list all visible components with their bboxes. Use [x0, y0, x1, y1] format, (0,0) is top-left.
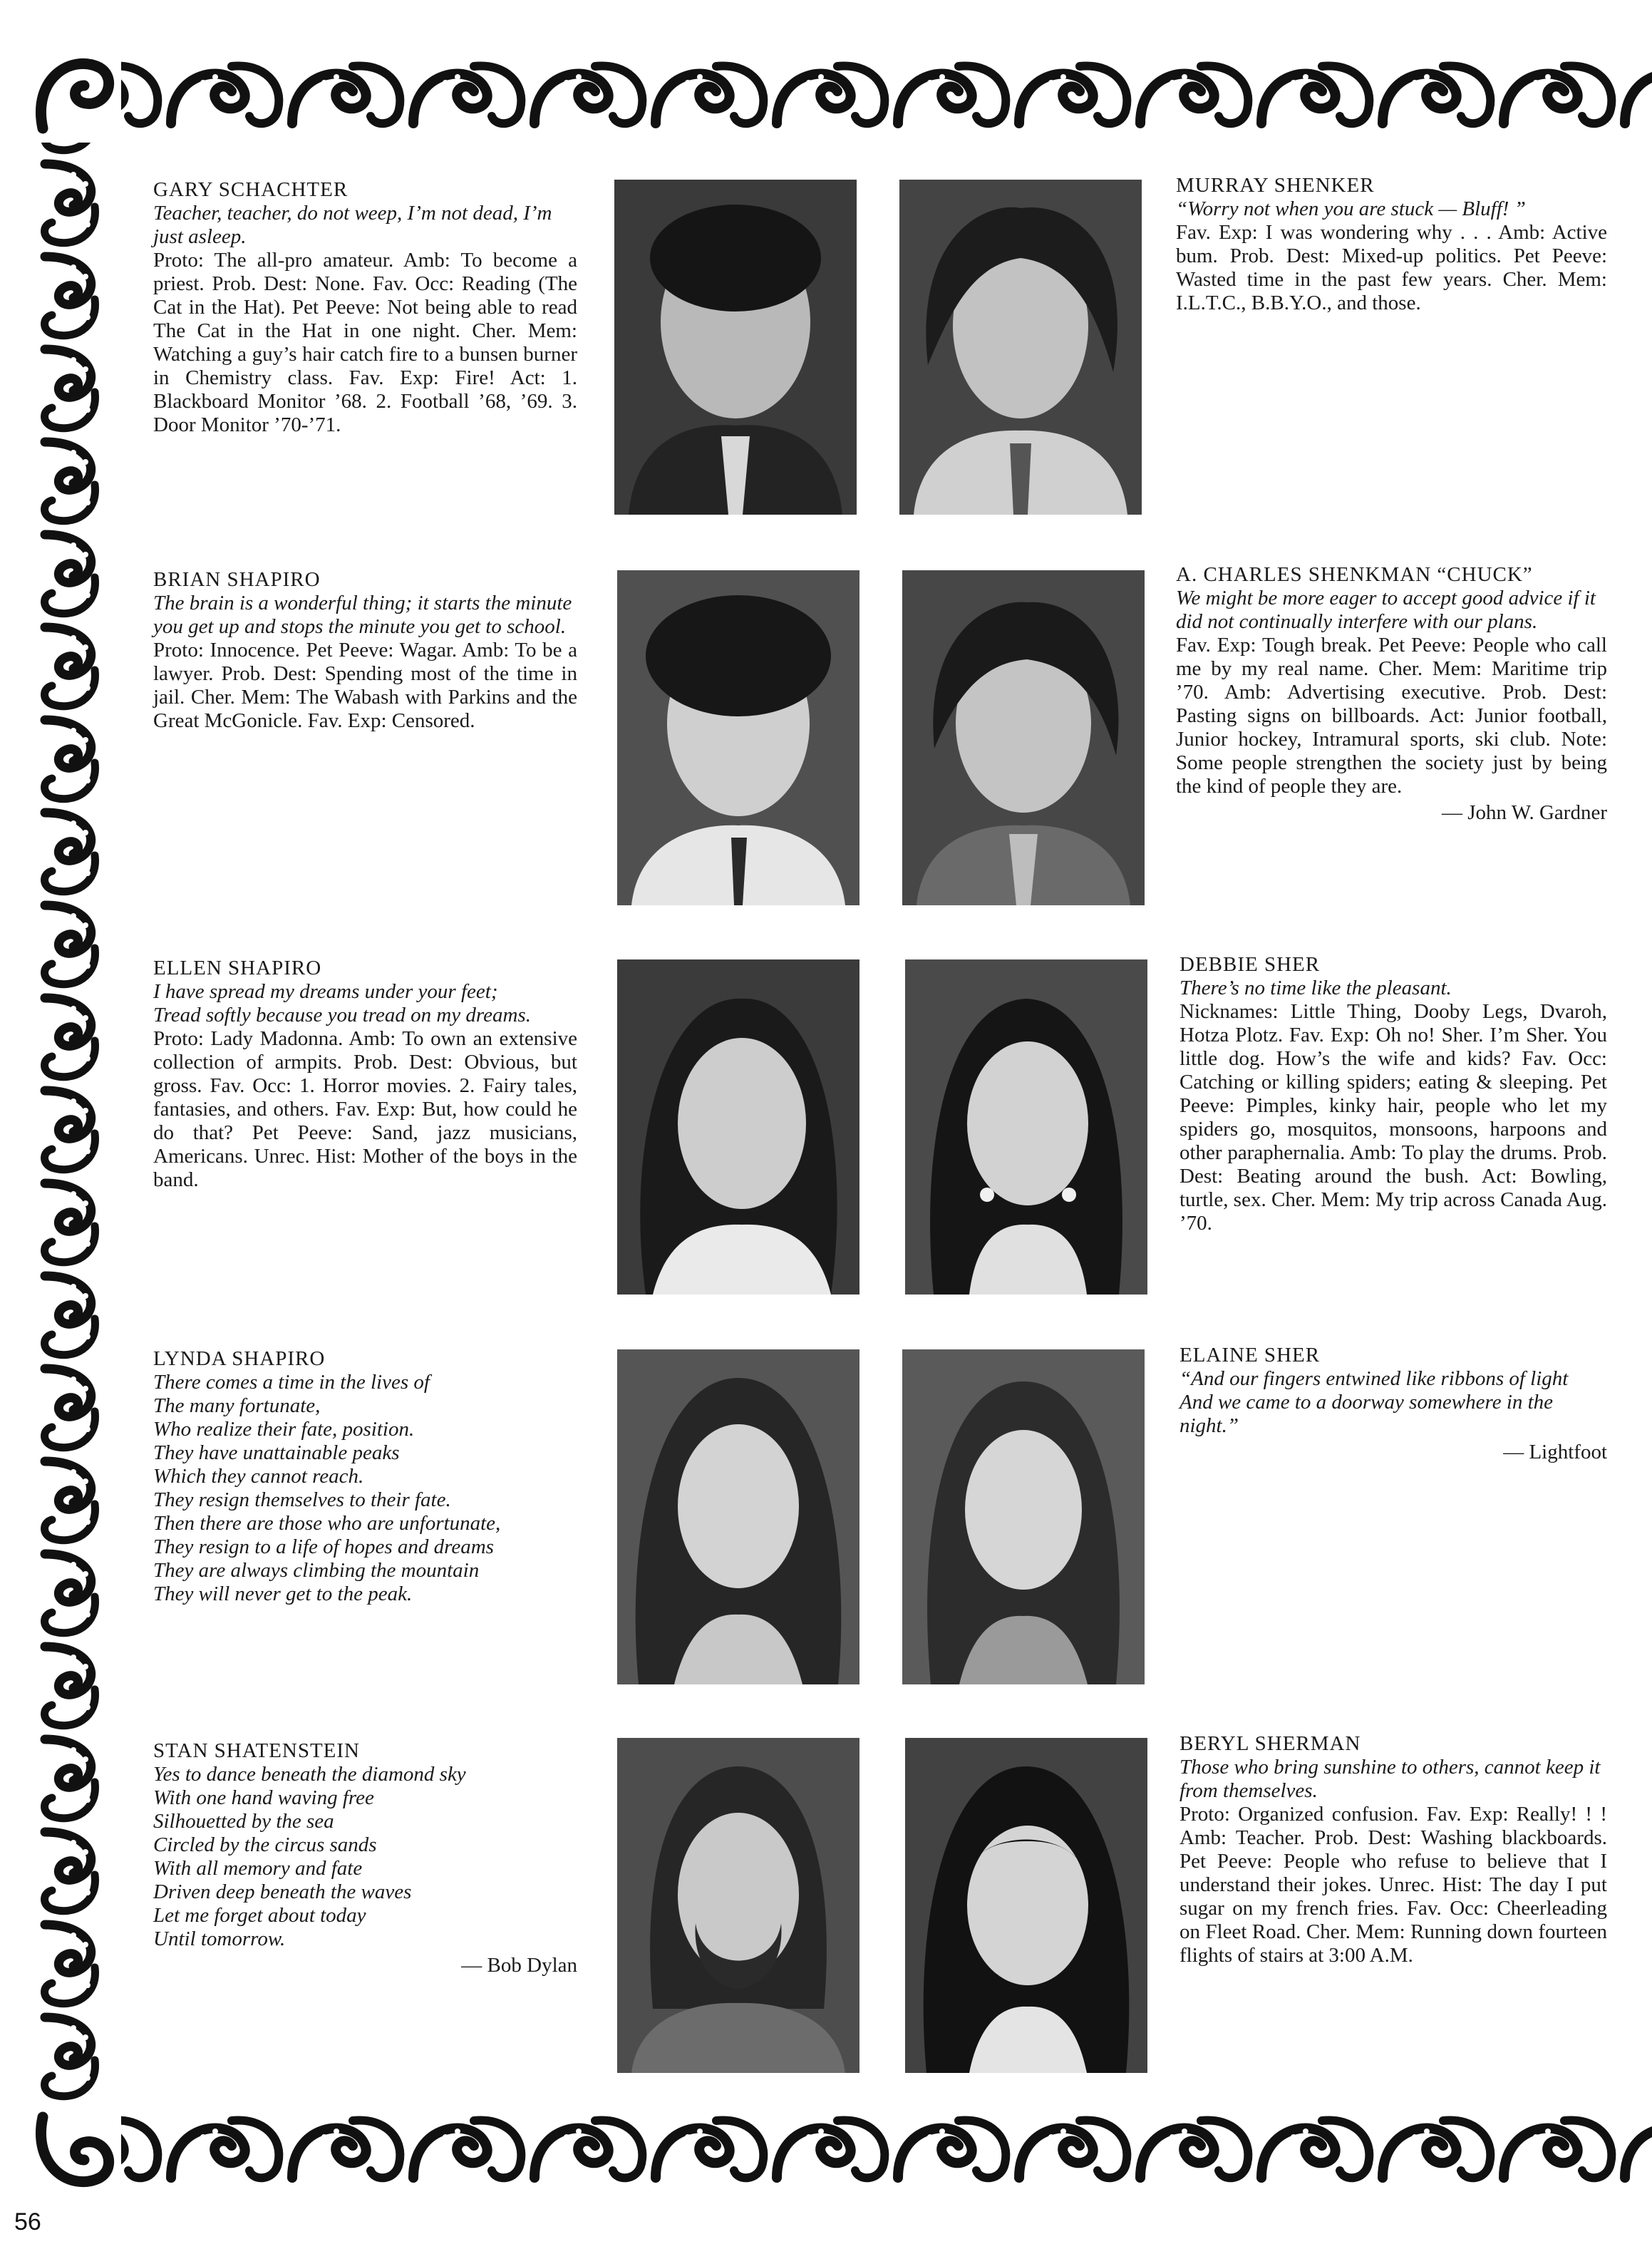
entry-brian-shapiro [153, 568, 577, 733]
student-name: LYNDA SHAPIRO [153, 1347, 326, 1370]
entry-a-charles-shenkman [1176, 563, 1607, 825]
student-name: ELLEN SHAPIRO [153, 957, 322, 979]
quote-attribution: — John W. Gardner [1442, 801, 1607, 824]
student-name: DEBBIE SHER [1179, 953, 1321, 976]
entry-debbie-sher [1179, 953, 1607, 1235]
entry-gary-schachter [153, 178, 577, 437]
ornamental-border-bottom [43, 2110, 1652, 2188]
portrait-debbie-sher [905, 959, 1147, 1295]
portrait-stan-shatenstein [617, 1738, 859, 2073]
student-quote: There comes a time in the lives of The many fortunate, Who realize their fate, position. They have unattainable peaks Which they cannot reach. They resign themselves to their fate. Then there are those who are unfortunate, They resign to a life of hopes and dreams They are always climbing the mountain They will never get to the peak. [153, 1371, 501, 1605]
student-quote: Those who bring sunshine to others, cannot keep it from themselves. [1179, 1756, 1601, 1802]
student-bio: Proto: Innocence. Pet Peeve: Wagar. Amb: To be a lawyer. Prob. Dest: Spending most of the time in jail. Cher. Mem: The Wabash with Parkins and the Great McGonicle. Fav. Exp: Censored. [153, 639, 577, 732]
student-bio: Proto: Lady Madonna. Amb: To own an extensive collection of armpits. Prob. Dest: Obvious, but gross. Fav. Occ: 1. Horror movies. 2. Fairy tales, fantasies, and others. Fav. Exp: But, how could he do that? Pet Peeve: Sand, jazz musicians, Americans. Unrec. Hist: Mother of the boys in the band. [153, 1027, 577, 1191]
entry-elaine-sher [1179, 1344, 1607, 1464]
portrait-beryl-sherman [905, 1738, 1147, 2073]
student-name: A. CHARLES SHENKMAN “CHUCK” [1176, 563, 1533, 586]
portrait-gary-schachter [614, 180, 857, 515]
student-quote: I have spread my dreams under your feet; Tread softly because you tread on my dreams. [153, 980, 531, 1026]
quote-attribution: — Bob Dylan [461, 1954, 577, 1977]
portrait-a-charles-shenkman [902, 570, 1145, 905]
student-quote: Yes to dance beneath the diamond sky With one hand waving free Silhouetted by the sea Circled by the circus sands With all memory and fate Driven deep beneath the waves Let me forget about today Until tomorrow. [153, 1763, 466, 1950]
ornamental-border-left [34, 64, 109, 2188]
entry-beryl-sherman [1179, 1732, 1607, 1967]
student-name: ELAINE SHER [1179, 1344, 1321, 1367]
student-name: STAN SHATENSTEIN [153, 1739, 360, 1762]
entry-murray-shenker [1176, 174, 1607, 315]
student-quote: We might be more eager to accept good advice if it did not continually interfere with our plans. [1176, 587, 1596, 633]
student-bio: Proto: The all-pro amateur. Amb: To become a priest. Prob. Dest: None. Fav. Occ: Reading (The Cat in the Hat). Pet Peeve: Not being able to read The Cat in the Hat in one night. Cher. Mem: Watching a guy’s hair catch fire to a bunsen burner in Chemistry class. Fav. Exp: Fire! Act: 1. Blackboard Monitor ’68. 2. Football ’68, ’69. 3. Door Monitor ’70-’71. [153, 249, 577, 436]
portrait-murray-shenker [899, 180, 1142, 515]
student-name: BERYL SHERMAN [1179, 1732, 1361, 1755]
student-bio: Proto: Organized confusion. Fav. Exp: Really! ! ! Amb: Teacher. Prob. Dest: Washing blackboards. Pet Peeve: People who refuse to believe that I understand their jokes. Unrec. Hist: The day I put sugar on my french fries. Fav. Occ: Cheerleading on Fleet Road. Cher. Mem: Running down fourteen flights of stairs at 3:00 A.M. [1179, 1803, 1607, 1967]
ornamental-border-top [43, 56, 1652, 134]
student-name: MURRAY SHENKER [1176, 174, 1375, 197]
student-bio: Fav. Exp: I was wondering why . . . Amb: Active bum. Prob. Dest: Mixed-up politics. Pet Peeve: Wasted time in the past few years. Cher. Mem: I.L.T.C., B.B.Y.O., and those. [1176, 221, 1607, 314]
student-bio: Fav. Exp: Tough break. Pet Peeve: People who call me by my real name. Cher. Mem: Maritime trip ’70. Amb: Advertising executive. Prob. Dest: Pasting signs on billboards. Act: Junior football, Junior hockey, Intramural sports, ski club. Note: Some people strengthen the society just by being the kind of people they are. [1176, 634, 1607, 798]
ornament-corner-bottom [29, 2103, 121, 2196]
ornament-corner-top [29, 50, 121, 143]
student-quote: Teacher, teacher, do not weep, I’m not dead, I’m just asleep. [153, 202, 552, 248]
page-number: 56 [14, 2208, 41, 2235]
student-name: BRIAN SHAPIRO [153, 568, 321, 591]
entry-stan-shatenstein [153, 1739, 577, 1977]
portrait-elaine-sher [902, 1349, 1145, 1684]
portrait-ellen-shapiro [617, 959, 859, 1295]
entry-ellen-shapiro [153, 957, 577, 1192]
student-quote: The brain is a wonderful thing; it starts the minute you get up and stops the minute you get to school. [153, 592, 572, 638]
student-bio: Nicknames: Little Thing, Dooby Legs, Dvaroh, Hotza Plotz. Fav. Exp: Oh no! Sher. I’m Sher. You little dog. How’s the wife and kids? Fav. Occ: Catching or killing spiders; eating & sleeping. Pet Peeve: Pimples, kinky hair, people who let my spiders go, mosquitos, monsoons, harpoons and other paraphernalia. Amb: To play the drums. Prob. Dest: Beating around the bush. Act: Bowling, turtle, sex. Cher. Mem: My trip across Canada Aug. ’70. [1179, 1000, 1607, 1235]
student-name: GARY SCHACHTER [153, 178, 349, 201]
student-quote: There’s no time like the pleasant. [1179, 977, 1452, 999]
entry-lynda-shapiro [153, 1347, 577, 1606]
student-quote: “Worry not when you are stuck — Bluff! ” [1176, 197, 1526, 220]
quote-attribution: — Lightfoot [1503, 1441, 1607, 1463]
portrait-brian-shapiro [617, 570, 859, 905]
student-quote: “And our fingers entwined like ribbons of light And we came to a doorway somewhere in the night.” [1179, 1367, 1569, 1437]
portrait-lynda-shapiro [617, 1349, 859, 1684]
